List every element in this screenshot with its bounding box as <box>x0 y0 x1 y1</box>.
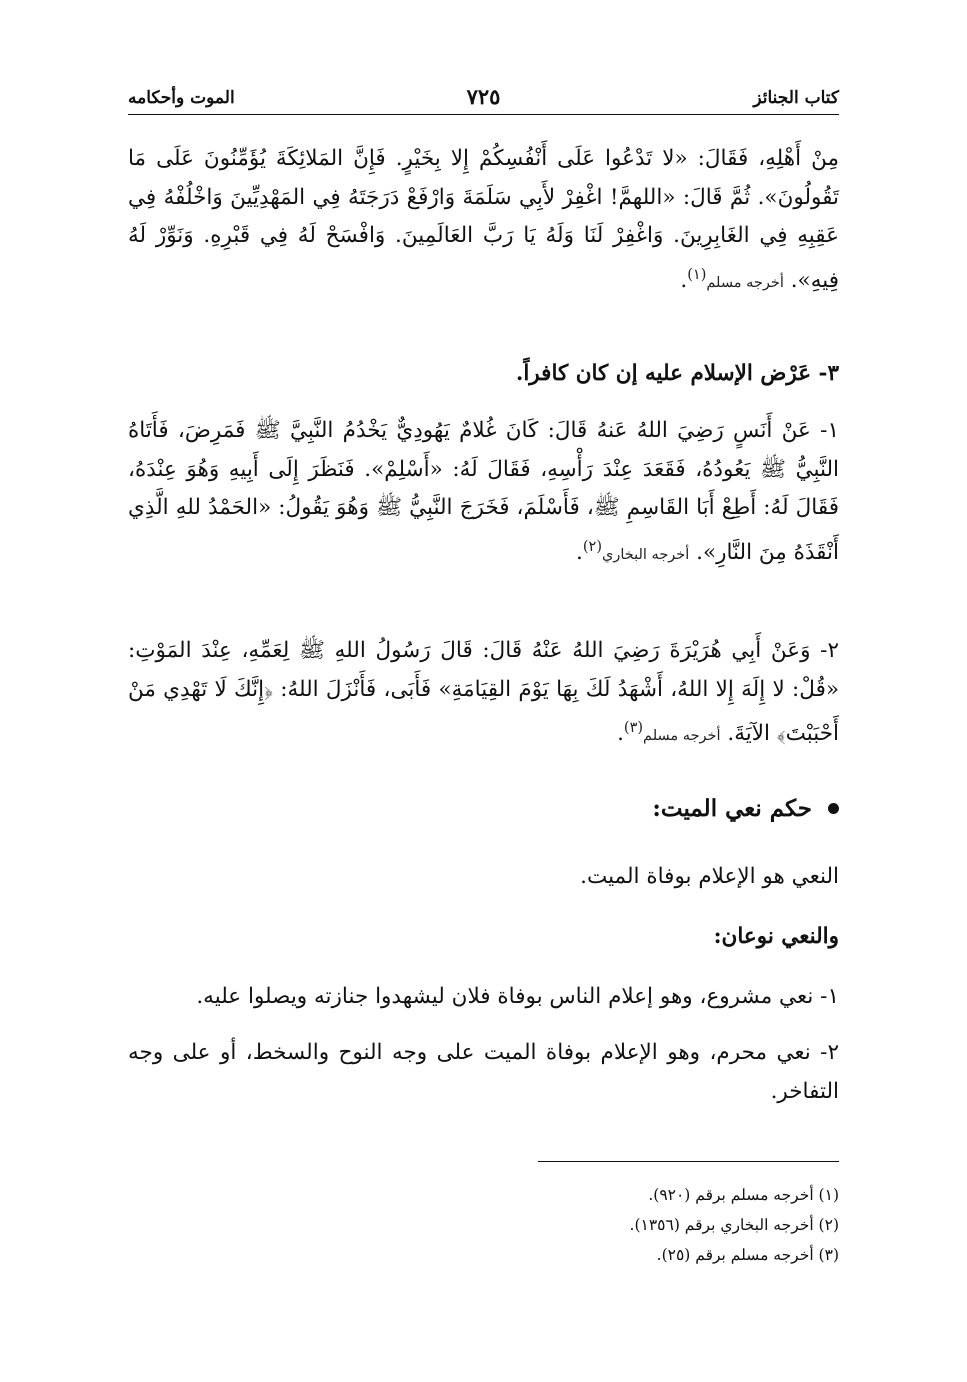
running-header <box>128 82 839 116</box>
bullet-heading-naai <box>652 795 839 822</box>
bullet-icon <box>828 803 839 814</box>
paragraph-hadith-continuation <box>128 140 839 302</box>
naai-definition: النعي هو الإعلام بوفاة الميت. <box>580 864 839 889</box>
footnote-rule <box>538 1161 839 1162</box>
footnote-1: (١) أخرجه مسلم برقم (٩٢٠). <box>648 1186 839 1204</box>
footnote-ref: (١) <box>687 266 707 283</box>
page-number: ٧٢٥ <box>466 84 501 109</box>
footnote-ref: (٢) <box>582 538 602 555</box>
source-citation: أخرجه البخاري <box>601 546 690 563</box>
hadith-anas <box>128 412 839 574</box>
heading-text: حكم نعي الميت: <box>652 795 812 822</box>
header-chapter-title: كتاب الجنائز <box>753 88 839 108</box>
naai-types-heading: والنعي نوعان: <box>713 924 839 949</box>
hadith-text: ٢- وَعَنْ أَبِي هُرَيْرَةَ رَضِيَ اللهُ عَنْهُ قَالَ: قَالَ رَسُولُ اللهِ ﷺ لِعَمِّهِ، عِنْدَ المَوْتِ: «قُلْ: لا إِلَهَ إِلا اللهُ، أَشْهَدُ لَكَ بِهَا يَوْمَ القِيَامَةِ» فَأَبَى، فَأَنْزَلَ اللهُ: ﴿إِنَّكَ لَا تَهْدِي مَنْ أَحْبَبْتَ﴾ الآيَةَ. <box>128 638 839 747</box>
paragraph-end: . <box>617 721 624 747</box>
paragraph-end: . <box>680 267 688 293</box>
hadith-text: ١- عَنْ أَنَسٍ رَضِيَ اللهُ عَنهُ قَالَ: كَانَ غُلامٌ يَهُودِيٌّ يَخْدُمُ النَّبِيَّ ﷺ فَمَرِضَ، فَأَتَاهُ النَّبِيُّ ﷺ يَعُودُهُ، فَقَعَدَ عِنْدَ رَأْسِهِ، فَقَالَ لَهُ: «أَسْلِمْ». فَنَظَرَ إِلَى أَبِيهِ وَهُوَ عِنْدَهُ، فَقَالَ لَهُ: أَطِعْ أَبَا القَاسِمِ ﷺ، فَأَسْلَمَ، فَخَرَجَ النَّبِيُّ ﷺ وَهُوَ يَقُولُ: «الحَمْدُ للهِ الَّذِي أَنْقَذَهُ مِنَ النَّارِ». <box>128 418 839 565</box>
paragraph-text: مِنْ أَهْلِهِ، فَقَالَ: «لا تَدْعُوا عَلَى أَنْفُسِكُمْ إِلا بِخَيْرٍ. فَإِنَّ المَلائِكَةَ يُؤَمِّنُونَ عَلَى مَا تَقُولُونَ». ثُمَّ قَالَ: «اللهمَّ! اغْفِرْ لأَبِي سَلَمَةَ وَارْفَعْ دَرَجَتَهُ فِي المَهْدِيِّينَ وَاخْلُفْهُ فِي عَقِبِهِ فِي الغَابِرِينَ. وَاغْفِرْ لَنَا وَلَهُ يَا رَبَّ العَالَمِينَ. وَافْسَحْ لَهُ فِي قَبْرِهِ. وَنَوِّرْ لَهُ فِيهِ». <box>128 146 839 293</box>
footnote-ref: (٣) <box>623 720 644 736</box>
footnotes <box>128 1180 839 1270</box>
naai-type-lawful: ١- نعي مشروع، وهو إعلام الناس بوفاة فلان ليشهدوا جنازته ويصلوا عليه. <box>196 984 839 1009</box>
footnote-2: (٢) أخرجه البخاري برقم (١٣٥٦). <box>629 1216 839 1234</box>
header-section-title: الموت وأحكامه <box>128 88 235 108</box>
naai-type-forbidden: ٢- نعي محرم، وهو الإعلام بوفاة الميت على وجه النوح والسخط، أو على وجه التفاخر. <box>128 1040 839 1104</box>
header-rule <box>128 114 839 115</box>
hadith-abu-hurairah <box>128 632 839 756</box>
source-citation: أخرجه مسلم <box>706 274 784 291</box>
section-heading-offer-islam: ٣- عَرْض الإسلام عليه إن كان كافراً. <box>515 361 839 386</box>
footnote-3: (٣) أخرجه مسلم برقم (٢٥). <box>656 1246 839 1264</box>
source-citation: أخرجه مسلم <box>643 728 721 745</box>
paragraph-end: . <box>576 539 583 565</box>
